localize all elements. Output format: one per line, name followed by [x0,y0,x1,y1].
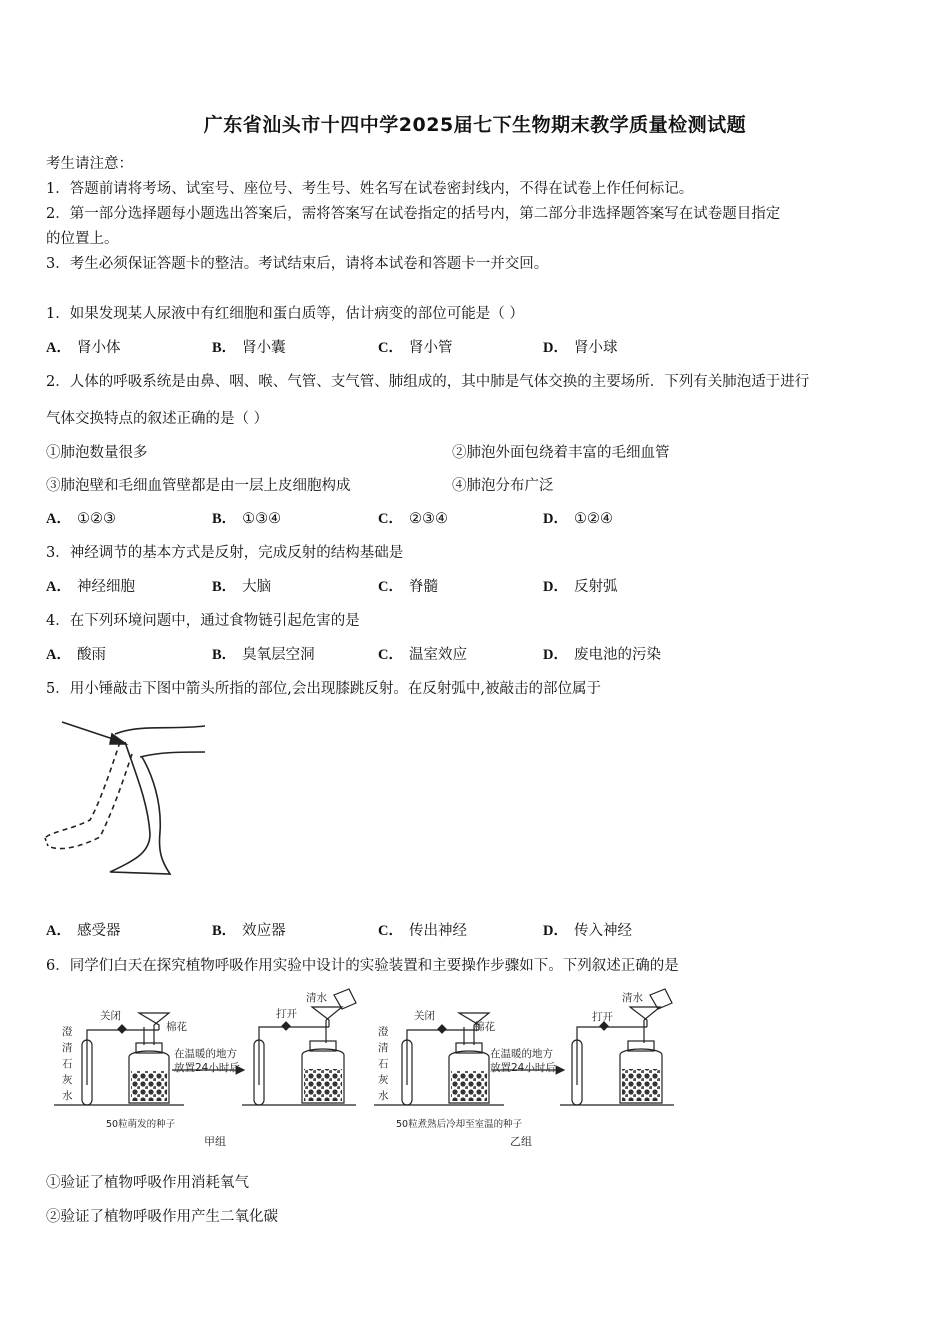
q3-option-b[interactable]: B． 大脑 [212,579,272,595]
svg-text:澄: 澄 [378,1026,389,1038]
q2-option-c[interactable]: C． ②③④ [378,511,448,527]
setup-b-after [560,989,674,1105]
beaker-icon [334,989,356,1009]
svg-text:关闭: 关闭 [414,1010,435,1022]
q1-option-c[interactable]: C． 肾小管 [378,340,453,356]
notice-heading: 考生请注意： [46,156,133,172]
page-title: 广东省汕头市十四中学2025届七下生物期末教学质量检测试题 [203,114,747,136]
q4-option-c[interactable]: C． 温室效应 [378,647,467,663]
q2-statement: ③肺泡壁和毛细血管壁都是由一层上皮细胞构成 [46,478,351,494]
question-2-stem-cont: 气体交换特点的叙述正确的是（ ） [46,411,269,427]
notice-item: 3．考生必须保证答题卡的整洁。考试结束后，请将本试卷和答题卡一并交回。 [46,256,549,272]
swung-leg-front [45,742,120,838]
water-label: 清水 [306,992,327,1004]
svg-text:水: 水 [378,1090,389,1102]
q2-statement: ②肺泡外面包绕着丰富的毛细血管 [452,445,670,461]
question-6-stem: 6．同学们白天在探究植物呼吸作用实验中设计的实验装置和主要操作步骤如下。下列叙述正确的是 [46,958,679,974]
svg-text:打开: 打开 [592,1011,613,1023]
clamp-icon [118,1025,126,1033]
svg-text:放置24小时后: 放置24小时后 [174,1062,240,1074]
question-2-stem: 2．人体的呼吸系统是由鼻、咽、喉、气管、支气管、肺组成的，其中肺是气体交换的主要场所．下列有关肺泡适于进行 [46,374,810,390]
question-1-stem: 1．如果发现某人尿液中有红细胞和蛋白质等，估计病变的部位可能是（ ） [46,306,524,322]
swung-leg-back [48,754,132,849]
group-a-label: 甲组 [204,1135,226,1148]
svg-text:清水: 清水 [622,992,643,1004]
notice-item: 的位置上。 [46,231,119,247]
q2-option-b[interactable]: B． ①③④ [212,511,282,527]
closed-label: 关闭 [100,1010,121,1022]
q4-option-d[interactable]: D． 废电池的污染 [543,647,661,663]
limewater-label: 澄 [62,1026,73,1038]
q2-statement: ①肺泡数量很多 [46,445,148,461]
q5-option-a[interactable]: A． 感受器 [46,923,121,939]
cotton-label: 棉花 [166,1021,187,1033]
respiration-experiment-figure [44,985,724,1150]
q3-option-d[interactable]: D． 反射弧 [543,579,618,595]
q5-option-b[interactable]: B． 效应器 [212,923,286,939]
q3-option-c[interactable]: C． 脊髓 [378,579,438,595]
q2-statement: ④肺泡分布广泛 [452,478,554,494]
notice-item: 2．第一部分选择题每小题选出答案后，需将答案写在试卷指定的括号内，第二部分非选择题答案写在试卷题目指定 [46,206,781,222]
notice-item: 1．答题前请将考场、试室号、座位号、考生号、姓名写在试卷密封线内，不得在试卷上作任何标记。 [46,181,694,197]
svg-text:灰: 灰 [378,1074,389,1086]
open-label: 打开 [276,1008,297,1020]
q1-option-a[interactable]: A． 肾小体 [46,340,121,356]
q3-option-a[interactable]: A． 神经细胞 [46,579,135,595]
svg-text:水: 水 [62,1090,73,1102]
group-b-label: 乙组 [510,1135,532,1148]
knee-reflex-figure [40,712,210,882]
setup-a-before [54,1013,184,1105]
q1-option-b[interactable]: B． 肾小囊 [212,340,286,356]
q5-option-c[interactable]: C． 传出神经 [378,923,467,939]
svg-text:灰: 灰 [62,1074,73,1086]
question-3-stem: 3．神经调节的基本方式是反射，完成反射的结构基础是 [46,545,404,561]
question-5-stem: 5．用小锤敲击下图中箭头所指的部位,会出现膝跳反射。在反射弧中,被敲击的部位属于 [46,681,601,697]
thigh-upper [115,726,205,734]
seeds-b-label: 50粒煮熟后冷却至室温的种子 [396,1119,523,1130]
step-label: 在温暖的地方 [174,1048,237,1060]
q5-option-d[interactable]: D． 传入神经 [543,923,632,939]
thigh-lower [140,752,205,757]
q6-statement: ②验证了植物呼吸作用产生二氧化碳 [46,1209,278,1225]
q2-option-d[interactable]: D． ①②④ [543,511,613,527]
lower-leg [110,742,170,874]
svg-text:棉花: 棉花 [474,1021,495,1033]
svg-text:石: 石 [378,1058,389,1070]
svg-text:清: 清 [378,1042,389,1054]
svg-text:清: 清 [62,1042,73,1054]
svg-text:石: 石 [62,1058,73,1070]
setup-a-after [242,989,356,1105]
svg-text:放置24小时后: 放置24小时后 [490,1062,556,1074]
arrow-head-icon [110,734,126,744]
seeds [131,1071,167,1101]
q4-option-a[interactable]: A． 酸雨 [46,647,106,663]
question-4-stem: 4．在下列环境问题中，通过食物链引起危害的是 [46,613,360,629]
q6-statement: ①验证了植物呼吸作用消耗氧气 [46,1175,249,1191]
svg-text:在温暖的地方: 在温暖的地方 [490,1048,553,1060]
q2-option-a[interactable]: A． ①②③ [46,511,116,527]
q4-option-b[interactable]: B． 臭氧层空洞 [212,647,315,663]
seeds-a-label: 50粒萌发的种子 [106,1119,176,1130]
q1-option-d[interactable]: D． 肾小球 [543,340,618,356]
